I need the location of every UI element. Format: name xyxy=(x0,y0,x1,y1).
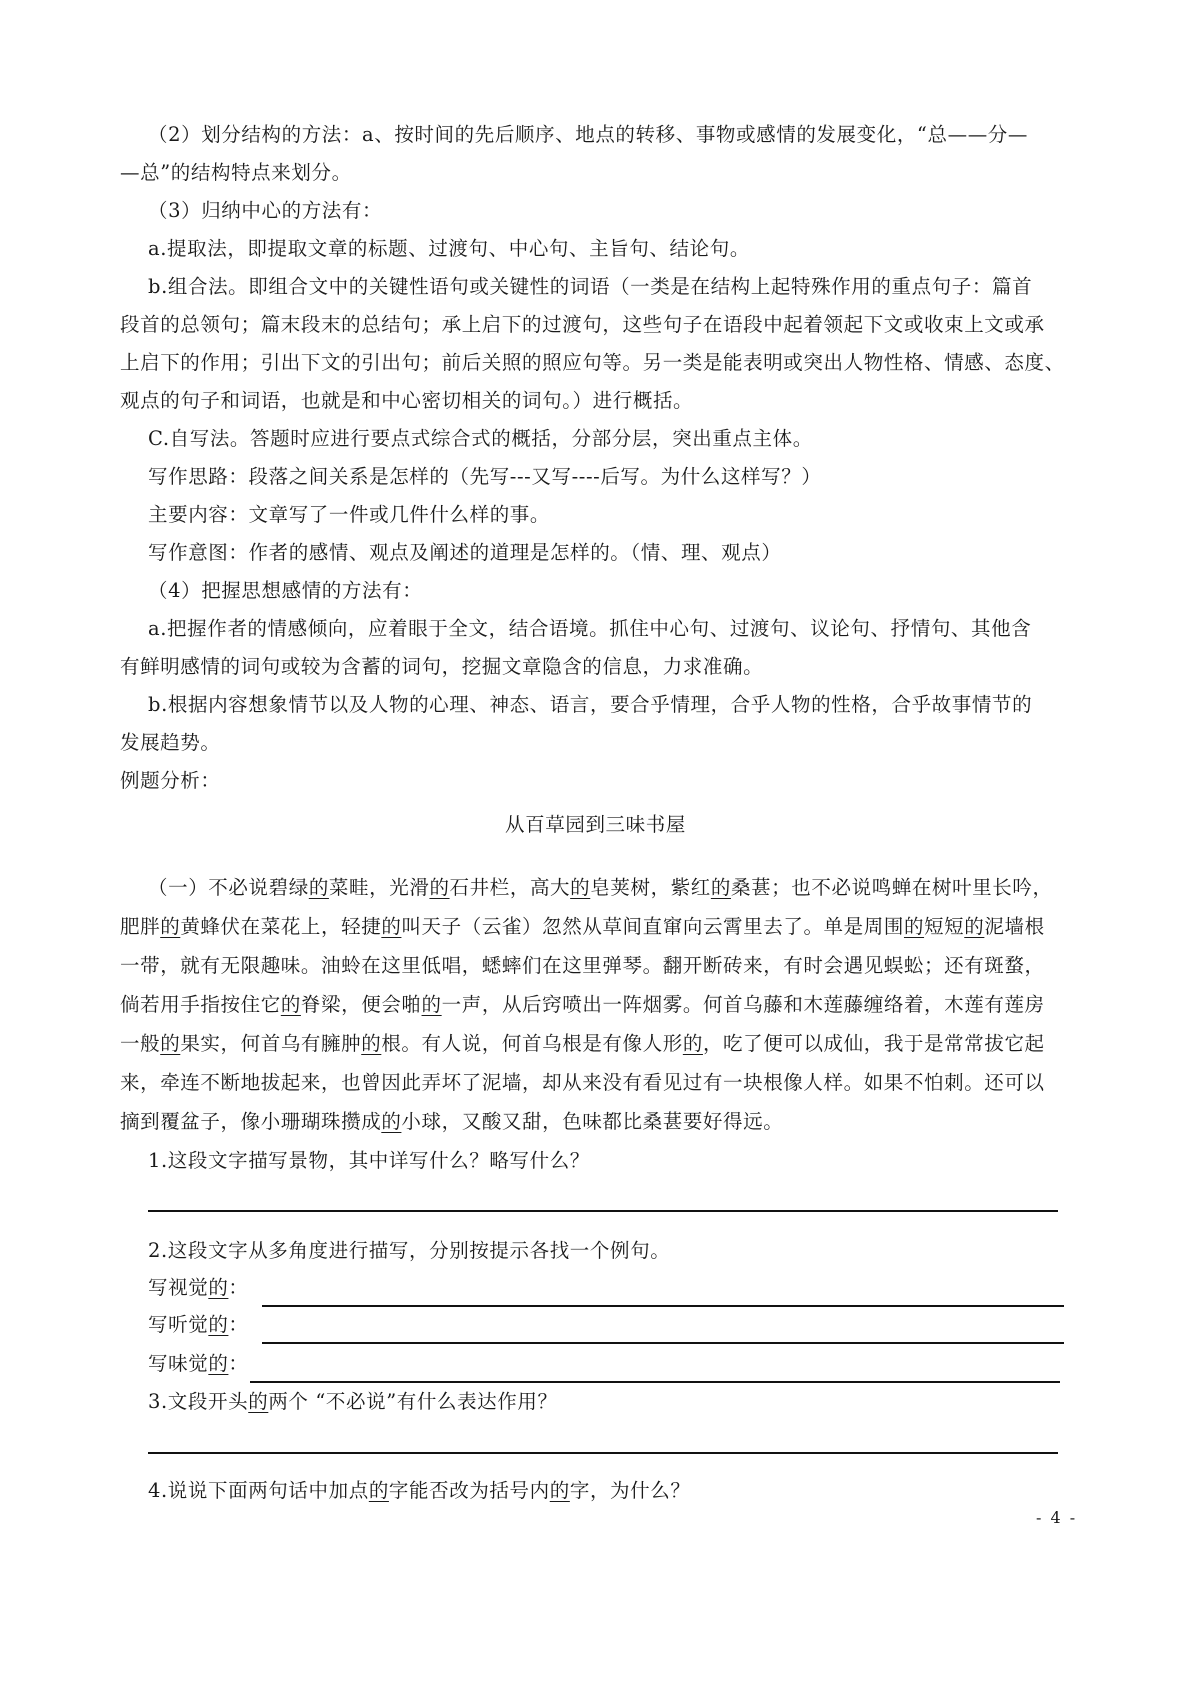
section-3-item-a: a.提取法，即提取文章的标题、过渡句、中心句、主旨句、结论句。 xyxy=(148,237,750,260)
section-2-line-2: —总”的结构特点来划分。 xyxy=(120,161,352,184)
passage-line-7: 摘到覆盆子，像小珊瑚珠攒成的小球，又酸又甜，色味都比桑葚要好得远。 xyxy=(120,1110,784,1133)
passage-line-1: （一）不必说碧绿的菜畦，光滑的石井栏，高大的皂荚树，紫红的桑葚；也不必说鸣蝉在树叶里长吟， xyxy=(148,876,1053,899)
q2-taste-label: 写味觉的： xyxy=(148,1352,249,1375)
passage-line-3: 一带，就有无限趣味。油蛉在这里低唱，蟋蟀们在这里弹琴。翻开断砖来，有时会遇见蜈蚣；还有斑蝥， xyxy=(120,954,1045,977)
section-4-item-b-line-1: b.根据内容想象情节以及人物的心理、神态、语言，要合乎情理，合乎人物的性格，合乎故事情节的 xyxy=(148,693,1033,716)
answer-line-q1[interactable] xyxy=(148,1210,1058,1212)
section-4-item-a-line-1: a.把握作者的情感倾向，应着眼于全文，结合语境。抓住中心句、过渡句、议论句、抒情句、其他含 xyxy=(148,617,1032,640)
section-4-item-b-line-2: 发展趋势。 xyxy=(120,731,221,754)
section-4-item-a-line-2: 有鲜明感情的词句或较为含蓄的词句，挖掘文章隐含的信息，力求准确。 xyxy=(120,655,764,678)
page-number: - 4 - xyxy=(1036,1508,1078,1527)
passage-line-2: 肥胖的黄蜂伏在菜花上，轻捷的叫天子（云雀）忽然从草间直窜向云霄里去了。单是周围的短短的泥墙根 xyxy=(120,915,1045,938)
passage-title: 从百草园到三味书屋 xyxy=(505,813,686,836)
writing-intent: 写作意图：作者的感情、观点及阐述的道理是怎样的。（情、理、观点） xyxy=(148,541,782,564)
answer-line-hearing[interactable] xyxy=(262,1342,1064,1344)
answer-line-q3[interactable] xyxy=(148,1452,1058,1454)
answer-line-visual[interactable] xyxy=(262,1305,1064,1307)
section-3-item-b-line-3: 上启下的作用；引出下文的引出句；前后关照的照应句等。另一类是能表明或突出人物性格、情感、态度、 xyxy=(120,351,1065,374)
question-3: 3.文段开头的两个 “不必说”有什么表达作用？ xyxy=(148,1390,558,1413)
passage-line-6: 来，牵连不断地拔起来，也曾因此弄坏了泥墙，却从来没有看见过有一块根像人样。如果不怕刺。还可以 xyxy=(120,1071,1045,1094)
section-3-item-c: C.自写法。答题时应进行要点式综合式的概括，分部分层，突出重点主体。 xyxy=(148,427,813,450)
writing-idea: 写作思路：段落之间关系是怎样的（先写---又写----后写。为什么这样写？） xyxy=(148,465,822,488)
main-content: 主要内容：文章写了一件或几件什么样的事。 xyxy=(148,503,551,526)
section-2-line-1: （2）划分结构的方法：a、按时间的先后顺序、地点的转移、事物或感情的发展变化，“总——分— xyxy=(148,123,1029,146)
passage-line-4: 倘若用手指按住它的脊梁，便会啪的一声，从后窍喷出一阵烟雾。何首乌藤和木莲藤缠络着，木莲有莲房 xyxy=(120,993,1045,1016)
q2-hearing-label: 写听觉的： xyxy=(148,1313,249,1336)
section-3-item-b-line-4: 观点的句子和词语，也就是和中心密切相关的词句。）进行概括。 xyxy=(120,389,694,412)
question-1: 1.这段文字描写景物，其中详写什么？略写什么？ xyxy=(148,1149,590,1172)
example-heading: 例题分析： xyxy=(120,769,221,792)
section-3-heading: （3）归纳中心的方法有： xyxy=(148,199,383,222)
question-2: 2.这段文字从多角度进行描写，分别按提示各找一个例句。 xyxy=(148,1239,671,1262)
q2-visual-label: 写视觉的： xyxy=(148,1276,249,1299)
section-3-item-b-line-2: 段首的总领句；篇末段末的总结句；承上启下的过渡句，这些句子在语段中起着领起下文或收束上文或承 xyxy=(120,313,1045,336)
section-4-heading: （4）把握思想感情的方法有： xyxy=(148,579,423,602)
question-4: 4.说说下面两句话中加点的字能否改为括号内的字，为什么？ xyxy=(148,1479,691,1502)
answer-line-taste[interactable] xyxy=(250,1381,1060,1383)
passage-line-5: 一般的果实，何首乌有臃肿的根。有人说，何首乌根是有像人形的，吃了便可以成仙，我于是常常拔它起 xyxy=(120,1032,1045,1055)
section-3-item-b-line-1: b.组合法。即组合文中的关键性语句或关键性的词语（一类是在结构上起特殊作用的重点句子：篇首 xyxy=(148,275,1033,298)
